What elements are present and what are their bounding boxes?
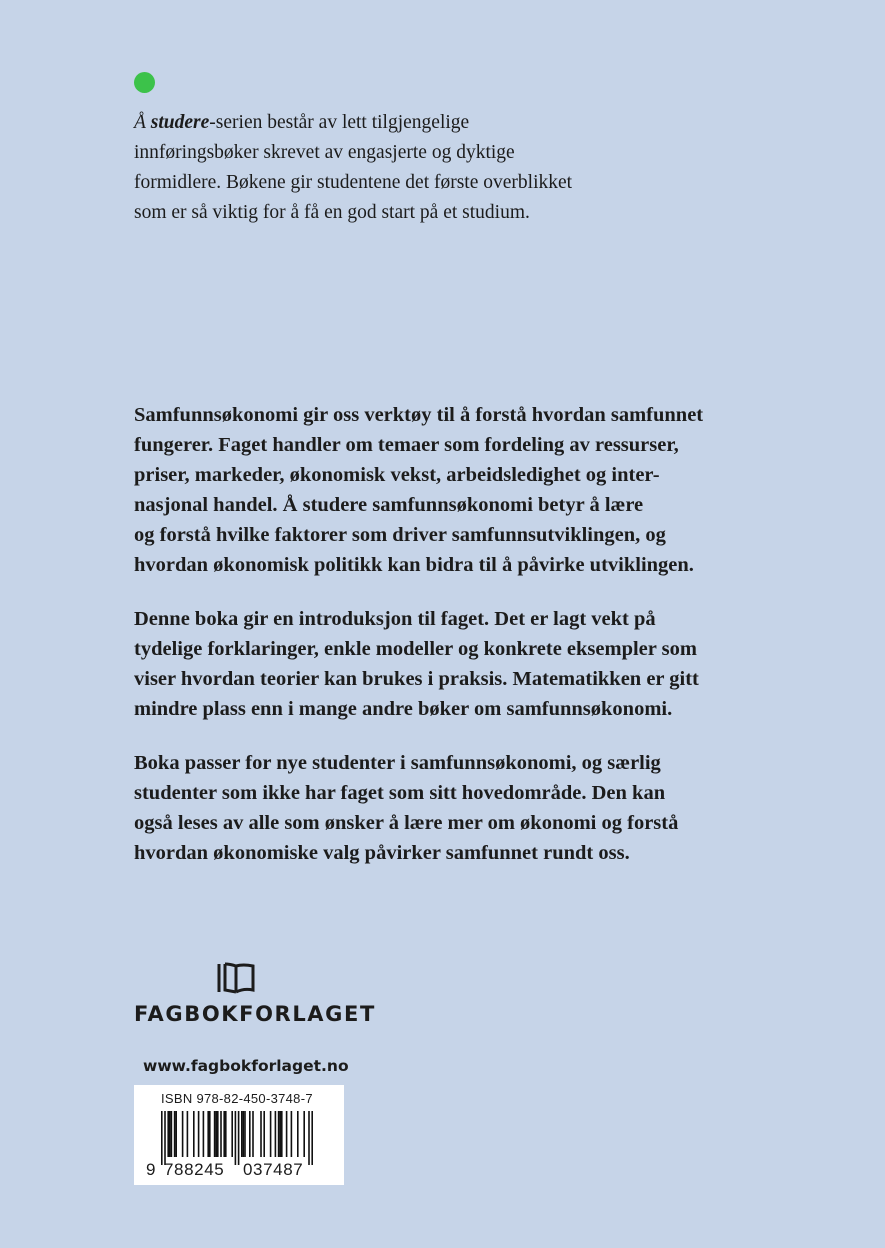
series-name: studere — [150, 112, 210, 133]
barcode-bar — [244, 1111, 246, 1157]
barcode-bar — [252, 1111, 254, 1157]
paragraph-line: også leses av alle som ønsker å lære mer om økonomi og forstå — [134, 812, 679, 834]
paragraph-line: priser, markeder, økonomisk vekst, arbeidsledighet og inter- — [134, 464, 660, 486]
barcode-bar — [308, 1111, 310, 1165]
barcode-bar — [174, 1111, 176, 1157]
barcode-bar — [243, 1111, 245, 1157]
publisher-name: FAGBOKFORLAGET — [134, 1002, 376, 1026]
barcode-bar — [161, 1111, 163, 1165]
publisher-url: www.fagbokforlaget.no — [143, 1057, 349, 1075]
barcode-bar — [209, 1111, 211, 1157]
paragraph-line: nasjonal handel. Å studere samfunnsøkonomi betyr å lære — [134, 494, 644, 516]
barcode-bar — [260, 1111, 262, 1157]
paragraph-line: Denne boka gir en introduksjon til faget. Det er lagt vekt på — [134, 608, 656, 630]
barcode-bar — [203, 1111, 205, 1157]
barcode-bar — [182, 1111, 184, 1157]
barcode-bar — [275, 1111, 277, 1157]
barcode-bar — [279, 1111, 281, 1157]
intro-line-3: formidlere. Bøkene gir studentene det første overblikket — [134, 172, 573, 193]
paragraph-line: Boka passer for nye studenter i samfunnsøkonomi, og særlig — [134, 752, 661, 774]
barcode-bar — [164, 1111, 166, 1165]
barcode-bar — [249, 1111, 251, 1157]
barcode-bar — [231, 1111, 233, 1157]
barcode-bar — [278, 1111, 280, 1157]
barcode-bar — [235, 1111, 237, 1165]
book-description — [134, 400, 754, 892]
barcode-bar — [303, 1111, 305, 1157]
barcode-digit-first: 9 — [146, 1160, 157, 1179]
description-paragraph-2 — [134, 604, 754, 724]
description-paragraph-3 — [134, 748, 754, 868]
isbn-label: ISBN 978-82-450-3748-7 — [161, 1091, 313, 1106]
description-paragraph-1 — [134, 400, 754, 580]
barcode-digits-left: 788245 — [164, 1160, 225, 1179]
barcode-bar — [198, 1111, 200, 1157]
barcode-bar — [220, 1111, 222, 1157]
barcode-bar — [207, 1111, 209, 1157]
barcode-bar — [270, 1111, 272, 1157]
barcode-bar — [238, 1111, 240, 1165]
paragraph-line: tydelige forklaringer, enkle modeller og konkrete eksempler som — [134, 638, 697, 660]
publisher-logo — [134, 962, 376, 1026]
barcode-bar — [214, 1111, 216, 1157]
intro-line-2: innføringsbøker skrevet av engasjerte og dyktige — [134, 142, 515, 163]
paragraph-line: og forstå hvilke faktorer som driver samfunnsutviklingen, og — [134, 524, 666, 546]
paragraph-line: hvordan økonomisk politikk kan bidra til å påvirke utviklingen. — [134, 554, 694, 576]
barcode-bar — [263, 1111, 265, 1157]
series-intro — [134, 108, 604, 228]
barcode-bar — [217, 1111, 219, 1157]
barcode-bar — [169, 1111, 171, 1157]
book-icon — [216, 962, 256, 994]
intro-line-4: som er så viktig for å få en god start på et studium. — [134, 202, 530, 223]
barcode-bar — [225, 1111, 227, 1157]
green-dot-icon — [134, 72, 155, 93]
paragraph-line: viser hvordan teorier kan brukes i praksis. Matematikken er gitt — [134, 668, 699, 690]
paragraph-line: mindre plass enn i mange andre bøker om samfunnsøkonomi. — [134, 698, 673, 720]
barcode-bar — [167, 1111, 169, 1157]
barcode-bar — [286, 1111, 288, 1157]
barcode-bar — [171, 1111, 173, 1157]
barcode-bar — [291, 1111, 293, 1157]
series-prefix: Å — [134, 112, 151, 133]
barcode-bar — [281, 1111, 283, 1157]
intro-line-1: -serien består av lett tilgjengelige — [209, 112, 470, 133]
paragraph-line: studenter som ikke har faget som sitt hovedområde. Den kan — [134, 782, 666, 804]
barcode-bar — [241, 1111, 243, 1157]
barcode-bar — [187, 1111, 189, 1157]
barcode-bar — [311, 1111, 313, 1165]
isbn-barcode — [134, 1085, 344, 1185]
barcode-bar — [175, 1111, 177, 1157]
paragraph-line: hvordan økonomiske valg påvirker samfunnet rundt oss. — [134, 842, 630, 864]
barcode-bar — [297, 1111, 299, 1157]
barcode-bar — [193, 1111, 195, 1157]
barcode-digits-right: 037487 — [243, 1160, 304, 1179]
barcode-bar — [215, 1111, 217, 1157]
paragraph-line: fungerer. Faget handler om temaer som fordeling av ressurser, — [134, 434, 679, 456]
paragraph-line: Samfunnsøkonomi gir oss verktøy til å forstå hvordan samfunnet — [134, 404, 704, 426]
barcode-bar — [223, 1111, 225, 1157]
